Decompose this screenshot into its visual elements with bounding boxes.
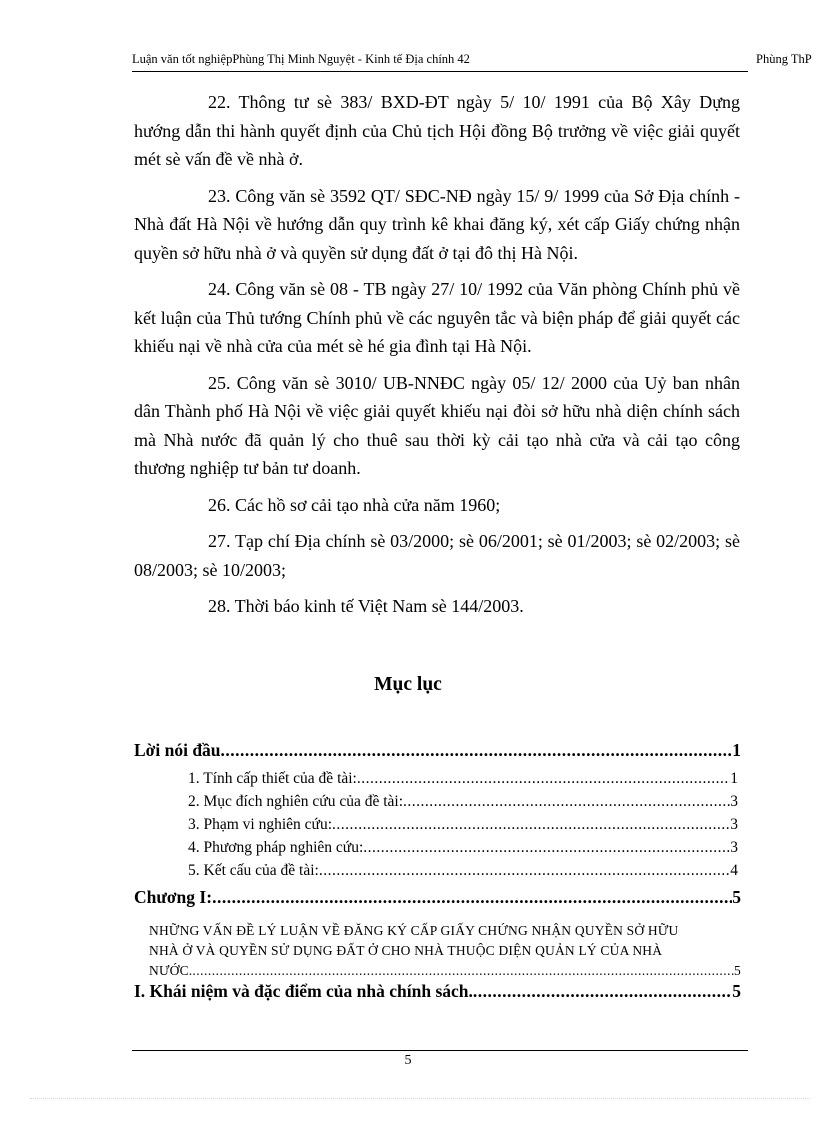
reference-item: 22. Thông tư sè 383/ BXD-ĐT ngày 5/ 10/ 1991 của Bộ Xây Dựng hướng dẫn thi hành quyết định của Chủ tịch Hội đồng Bộ trưởng về việc giải quyết mét sè vấn đề về nhà ở. [134, 92, 740, 169]
toc-entry[interactable] [134, 770, 738, 793]
toc-entry[interactable] [134, 816, 738, 839]
chapter-title-line: NHỮNG VẤN ĐỀ LÝ LUẬN VỀ ĐĂNG KÝ CẤP GIẤY CHỨNG NHẬN QUYỀN SỞ HỮU [149, 923, 679, 938]
toc-label: Chương I: [134, 887, 213, 907]
toc-leader [319, 862, 730, 880]
toc-page: 5 [734, 963, 741, 978]
reference-item: 24. Công văn sè 08 - TB ngày 27/ 10/ 1992 của Văn phòng Chính phủ về kết luận của Thủ tướng Chính phủ về các nguyên tắc và biện pháp để giải quyết các khiếu nại về nhà cửa của mét sè hé gia đình tại Hà Nội. [134, 279, 740, 356]
toc-page: 5 [732, 887, 741, 907]
reference-item: 28. Thời báo kinh tế Việt Nam sè 144/2003. [208, 596, 524, 616]
toc-entry-section-1[interactable] [134, 981, 741, 1007]
toc-label: Lời nói đầu [134, 740, 221, 760]
toc-leader [473, 981, 732, 1002]
page-edge-divider [30, 1098, 810, 1099]
toc-page: 5 [732, 981, 741, 1001]
toc-label: I. Khái niệm và đặc điểm của nhà chính sách. [134, 981, 473, 1001]
toc-label: 5. Kết cấu của đề tài: [188, 862, 319, 879]
reference-item: 23. Công văn sè 3592 QT/ SĐC-NĐ ngày 15/ 9/ 1999 của Sở Địa chính - Nhà đất Hà Nội về hướng dẫn quy trình kê khai đăng ký, xét cấp Giấy chứng nhận quyền sở hữu nhà ở và quyền sử dụng đất ở tại đô thị Hà Nội. [134, 185, 740, 263]
toc-leader [212, 887, 732, 908]
reference-item: 27. Tạp chí Địa chính sè 03/2000; sè 06/2001; sè 01/2003; sè 02/2003; sè 08/2003; sè 10/2003; [134, 531, 740, 580]
chapter-title-line: NHÀ Ở VÀ QUYỀN SỬ DỤNG ĐẤT Ở CHO NHÀ THUỘC DIỆN QUẢN LÝ CỦA NHÀ [149, 943, 663, 958]
toc-page: 1 [730, 770, 738, 787]
toc-page: 4 [730, 862, 738, 879]
toc-entry[interactable] [134, 862, 738, 885]
toc-leader [403, 793, 730, 811]
toc-label: 1. Tính cấp thiết của đề tài: [188, 770, 357, 787]
toc-leader [221, 740, 733, 761]
toc-leader [363, 839, 730, 857]
toc-entry-chapter-1[interactable] [134, 887, 741, 917]
header-title: Luận văn tốt nghiệpPhùng Thị Minh Nguyệt - Kinh tế Địa chính 42 [132, 52, 470, 66]
chapter-title-line [149, 961, 741, 981]
reference-list [134, 88, 740, 629]
toc-entry[interactable] [134, 793, 738, 816]
toc-title: Mục lục [374, 674, 442, 695]
toc-page: 3 [730, 816, 738, 833]
toc-label: 3. Phạm vi nghiên cứu: [188, 816, 333, 833]
page-number: 5 [404, 1053, 412, 1068]
toc-entry[interactable] [134, 839, 738, 862]
running-header [132, 52, 816, 72]
toc-leader [332, 816, 730, 834]
toc-leader [192, 961, 734, 981]
header-rule [132, 71, 748, 72]
toc-entry-preface[interactable] [134, 740, 741, 770]
toc-label: 2. Mục đích nghiên cứu của đề tài: [188, 793, 404, 810]
table-of-contents [134, 740, 741, 1007]
toc-page: 3 [730, 793, 738, 810]
header-author: Phùng ThP [756, 52, 812, 66]
reference-item: 25. Công văn sè 3010/ UB-NNĐC ngày 05/ 12/ 2000 của Uỷ ban nhân dân Thành phố Hà Nội về việc giải quyết khiếu nại đòi sở hữu nhà diện chính sách mà Nhà nước đã quản lý cho thuê sau thời kỳ cải tạo nhà cửa và cải tạo công thương nghiệp tư bản tư doanh. [134, 372, 740, 478]
toc-label: 4. Phương pháp nghiên cứu: [188, 839, 364, 856]
toc-leader [357, 770, 730, 788]
toc-label: NƯỚC. [149, 963, 193, 978]
footer-rule [132, 1050, 748, 1051]
toc-page: 1 [732, 740, 741, 760]
toc-page: 3 [730, 839, 738, 856]
reference-item: 26. Các hồ sơ cải tạo nhà cửa năm 1960; [208, 494, 501, 515]
toc-chapter-1-title[interactable] [134, 921, 741, 981]
